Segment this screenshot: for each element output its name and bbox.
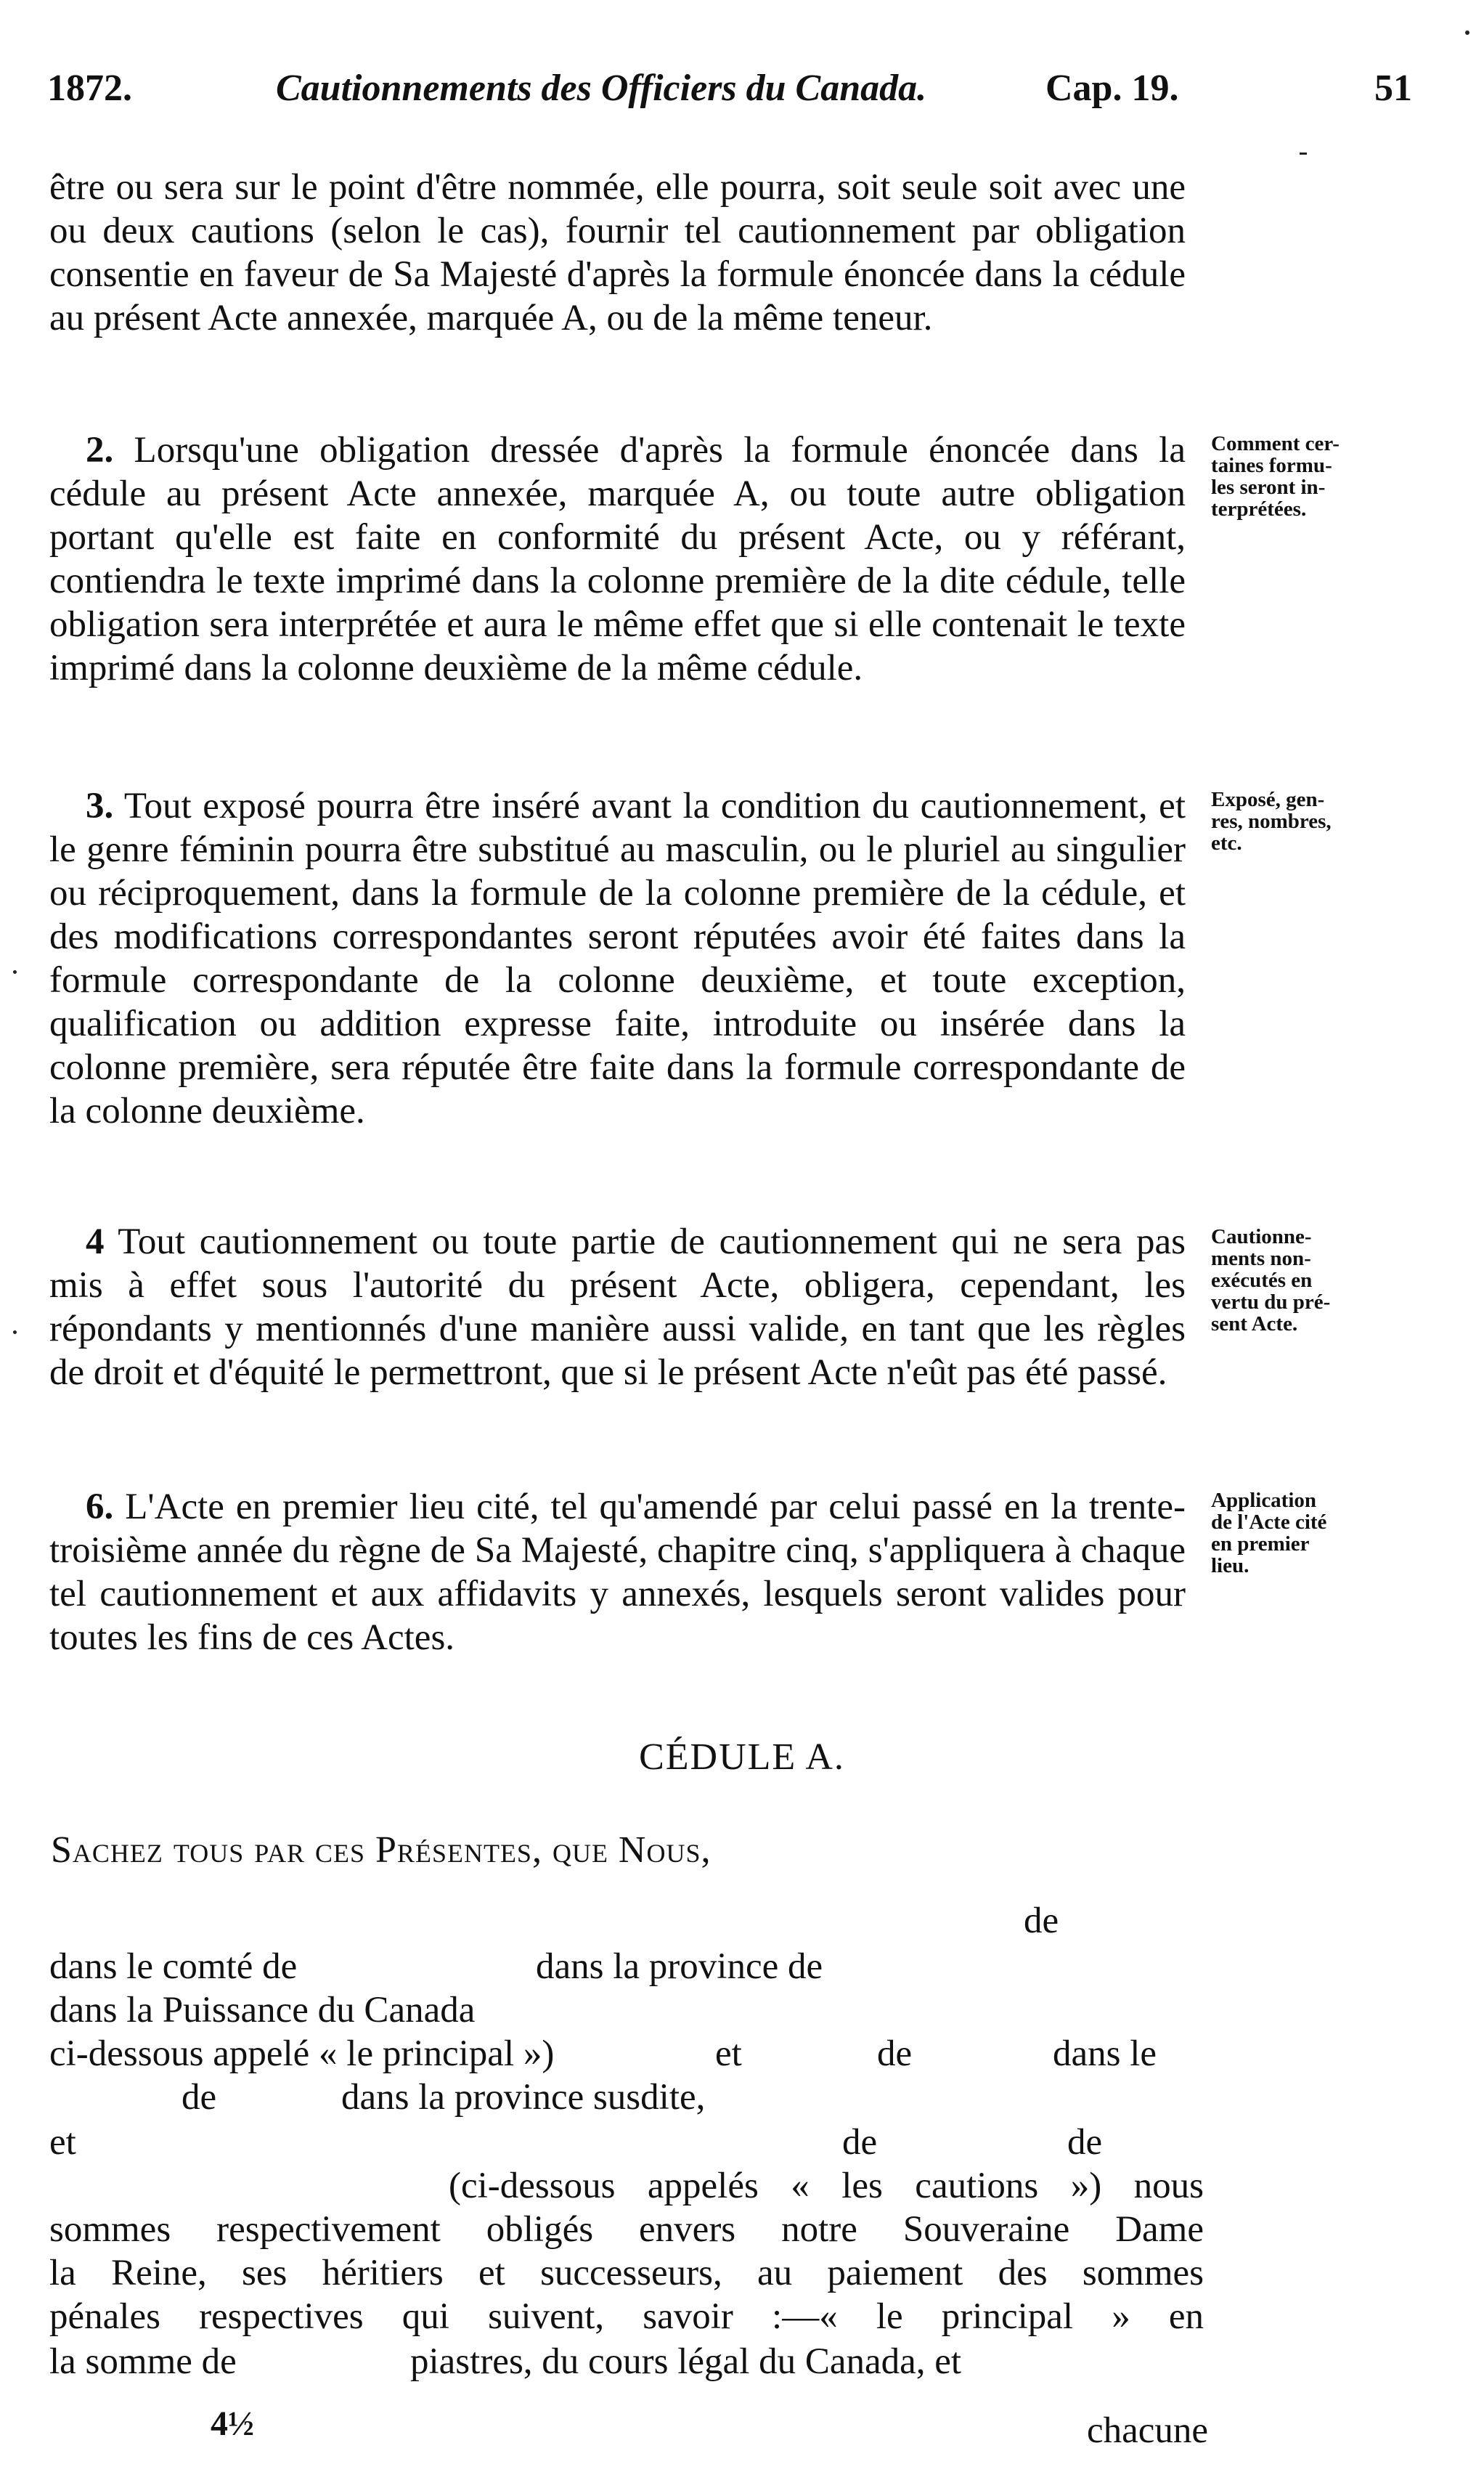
margin-note-line: exécutés en <box>1211 1269 1313 1292</box>
margin-note-application <box>1211 1489 1400 1577</box>
form-word: dans la province susdite, <box>341 2077 706 2118</box>
section-number: 3. <box>86 786 114 826</box>
margin-note-line: Comment cer- <box>1211 432 1340 455</box>
scan-speck <box>13 970 17 974</box>
header-chapter: Cap. 19. <box>1045 68 1179 109</box>
section-6 <box>49 1485 1186 1659</box>
catchword: chacune <box>1086 2410 1208 2451</box>
paragraph-continuation <box>49 166 1186 340</box>
section-number: 6. <box>86 1487 114 1527</box>
form-word: piastres, du cours légal du Canada, et <box>410 2341 962 2382</box>
form-word: dans la Puissance du Canada <box>49 1990 476 2030</box>
running-header <box>47 67 1412 118</box>
schedule-heading: CÉDULE A. <box>639 1736 845 1778</box>
form-paragraph <box>49 2164 1204 2338</box>
margin-note-line: sent Acte. <box>1211 1312 1298 1336</box>
section-2 <box>49 428 1186 690</box>
margin-note-cautionnements <box>1211 1226 1400 1335</box>
margin-note-line: terprétées. <box>1211 497 1307 521</box>
form-word: dans le <box>1053 2033 1157 2074</box>
form-line: sommes respectivement obligés envers notre Souveraine Dame <box>49 2209 1204 2250</box>
header-title: Cautionnements des Officiers du Canada. <box>276 68 927 109</box>
margin-note-line: lieu. <box>1211 1554 1249 1577</box>
scan-speck <box>1300 153 1307 155</box>
form-word: dans la province de <box>536 1946 823 1987</box>
scan-speck <box>1465 31 1469 35</box>
form-word: de <box>842 2122 878 2163</box>
margin-note-expose <box>1211 789 1400 854</box>
header-year: 1872. <box>47 68 132 109</box>
form-word: dans le comté de <box>49 1946 298 1987</box>
paragraph-text: être ou sera sur le point d'être nommée, elle pourra, soit seule soit avec une ou deux cautions (selon le cas), fournir tel cautionnement par obligation consentie en faveur de Sa Majesté d'après la formule énoncée dans la cédule au présent Acte annexée, marquée A, ou de la même teneur. <box>49 167 1186 338</box>
section-text: Lorsqu'une obligation dressée d'après la formule énoncée dans la cédule au présent Acte annexée, marquée A, ou toute autre obligation portant qu'elle est faite en conformité du présent Acte, ou y référant, contiendra le texte imprimé dans la colonne première de la dite cédule, telle obligation sera interprétée et aura le même effet que si elle contenait le texte imprimé dans la colonne deuxième de la même cédule. <box>49 430 1186 688</box>
form-word: et <box>715 2033 742 2074</box>
section-number: 4 <box>86 1221 105 1262</box>
margin-note-line: de l'Acte cité <box>1211 1511 1327 1534</box>
section-text: Tout exposé pourra être inséré avant la condition du cautionnement, et le genre féminin pourra être substitué au masculin, ou le pluriel au singulier ou réciproquement, dans la formule de la colonne première de la cédule, et des modifications correspondantes seront réputées avoir été faites dans la formule correspondante de la colonne deuxième, et toute exception, qualification ou addition expresse faite, introduite ou insérée dans la colonne première, sera réputée être faite dans la formule correspondante de la colonne deuxième. <box>49 786 1186 1131</box>
margin-note-line: etc. <box>1211 832 1242 855</box>
margin-note-line: Exposé, gen- <box>1211 788 1325 811</box>
form-word: de <box>182 2077 217 2118</box>
form-word: la somme de <box>49 2341 237 2382</box>
section-text: L'Acte en premier lieu cité, tel qu'amendé par celui passé en la trente-troisième année du règne de Sa Majesté, chapitre cinq, s'appliquera à chaque tel cautionnement et aux affidavits y annexés, lesquels seront valides pour toutes les fins de ces Actes. <box>49 1487 1186 1658</box>
form-word: et <box>49 2122 76 2163</box>
margin-note-line: en premier <box>1211 1532 1310 1556</box>
form-word: de <box>1024 1900 1059 1941</box>
margin-note-line: Application <box>1211 1489 1317 1512</box>
margin-note-line: les seront in- <box>1211 476 1326 499</box>
margin-note-line: vertu du pré- <box>1211 1290 1331 1314</box>
margin-note-line: taines formu- <box>1211 454 1332 477</box>
section-3 <box>49 784 1186 1133</box>
form-line: (ci-dessous appelés « les cautions ») nous <box>449 2166 1204 2206</box>
section-number: 2. <box>86 430 114 471</box>
margin-note-interpretation <box>1211 433 1400 520</box>
signature-mark: 4½ <box>211 2404 254 2443</box>
form-line: la Reine, ses héritiers et successeurs, au paiement des sommes <box>49 2253 1204 2293</box>
scan-speck <box>13 1330 17 1334</box>
section-4 <box>49 1220 1186 1394</box>
form-word: de <box>1067 2122 1103 2163</box>
margin-note-line: ments non- <box>1211 1247 1311 1270</box>
section-text: Tout cautionnement ou toute partie de cautionnement qui ne sera pas mis à effet sous l'autorité du présent Acte, obligera, cependant, les répondants y mentionnés d'une manière aussi valide, en tant que les règles de droit et d'équité le permettront, que si le présent Acte n'eût pas été passé. <box>49 1221 1186 1393</box>
page-number: 51 <box>1374 68 1412 109</box>
schedule-opening: Sachez tous par ces Présentes, que Nous, <box>51 1829 712 1871</box>
form-word: ci-dessous appelé « le principal ») <box>49 2033 555 2074</box>
form-word: de <box>877 2033 913 2074</box>
margin-note-line: res, nombres, <box>1211 810 1332 833</box>
form-line: pénales respectives qui suivent, savoir :—« le principal » en <box>49 2296 1204 2337</box>
margin-note-line: Cautionne- <box>1211 1225 1312 1248</box>
